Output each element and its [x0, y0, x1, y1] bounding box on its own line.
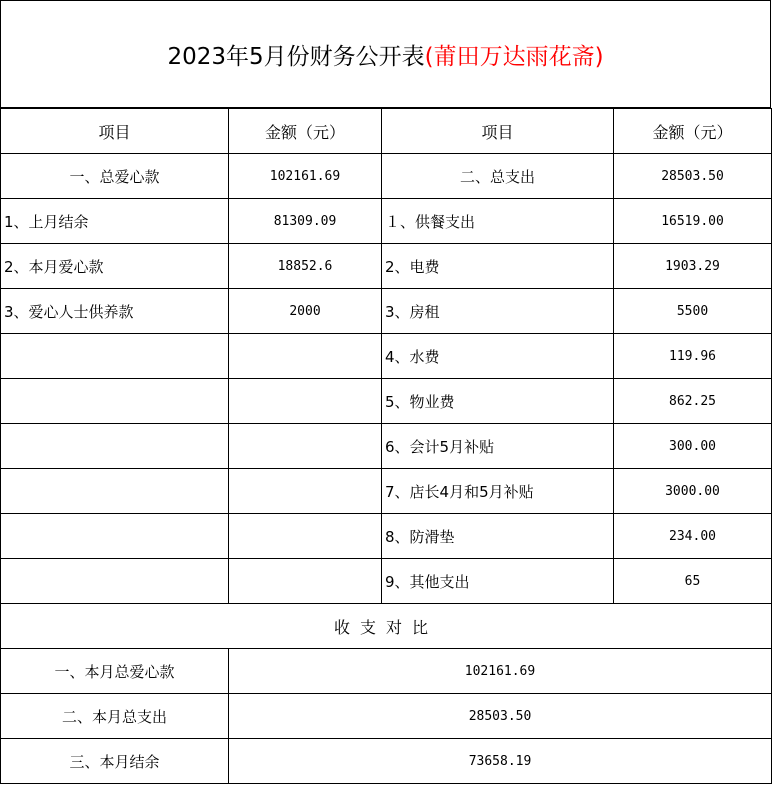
expense-item-label: 9、其他支出 — [382, 559, 614, 604]
header-item-left: 项目 — [1, 109, 229, 154]
income-item-label: 1、上月结余 — [1, 199, 229, 244]
total-expense-label: 二、总支出 — [382, 154, 614, 199]
comparison-value: 28503.50 — [229, 694, 772, 739]
table-row — [1, 424, 772, 469]
expense-item-value: 3000.00 — [614, 469, 772, 514]
expense-item-label: １、供餐支出 — [382, 199, 614, 244]
table-row — [1, 334, 772, 379]
empty-cell — [229, 559, 382, 604]
table-row — [1, 379, 772, 424]
empty-cell — [229, 334, 382, 379]
expense-item-value: 119.96 — [614, 334, 772, 379]
income-item-value: 2000 — [229, 289, 382, 334]
expense-item-value: 300.00 — [614, 424, 772, 469]
empty-cell — [229, 379, 382, 424]
comparison-title-row — [1, 604, 772, 649]
report-title-main: 2023年5月份财务公开表 — [167, 43, 425, 70]
empty-cell — [1, 379, 229, 424]
empty-cell — [1, 424, 229, 469]
expense-item-value: 5500 — [614, 289, 772, 334]
summary-row — [1, 154, 772, 199]
expense-item-label: 2、电费 — [382, 244, 614, 289]
expense-item-label: 6、会计5月补贴 — [382, 424, 614, 469]
finance-table — [0, 108, 772, 784]
header-item-right: 项目 — [382, 109, 614, 154]
empty-cell — [229, 514, 382, 559]
empty-cell — [229, 469, 382, 514]
empty-cell — [229, 424, 382, 469]
income-item-value: 81309.09 — [229, 199, 382, 244]
total-expense-value: 28503.50 — [614, 154, 772, 199]
income-item-value: 18852.6 — [229, 244, 382, 289]
expense-item-value: 1903.29 — [614, 244, 772, 289]
comparison-row — [1, 694, 772, 739]
expense-item-value: 16519.00 — [614, 199, 772, 244]
empty-cell — [1, 334, 229, 379]
income-item-label: 3、爱心人士供养款 — [1, 289, 229, 334]
empty-cell — [1, 559, 229, 604]
comparison-label: 二、本月总支出 — [1, 694, 229, 739]
header-amount-right: 金额（元） — [614, 109, 772, 154]
table-row — [1, 244, 772, 289]
table-row — [1, 199, 772, 244]
table-row — [1, 514, 772, 559]
comparison-value: 102161.69 — [229, 649, 772, 694]
total-income-label: 一、总爱心款 — [1, 154, 229, 199]
comparison-value: 73658.19 — [229, 739, 772, 784]
comparison-row — [1, 739, 772, 784]
report-title-org: (莆田万达雨花斋) — [424, 43, 604, 70]
table-row — [1, 289, 772, 334]
expense-item-label: 4、水费 — [382, 334, 614, 379]
expense-item-value: 862.25 — [614, 379, 772, 424]
table-row — [1, 559, 772, 604]
empty-cell — [1, 469, 229, 514]
comparison-row — [1, 649, 772, 694]
expense-item-value: 65 — [614, 559, 772, 604]
expense-item-label: 3、房租 — [382, 289, 614, 334]
header-row — [1, 109, 772, 154]
comparison-label: 一、本月总爱心款 — [1, 649, 229, 694]
comparison-title: 收支对比 — [1, 604, 772, 649]
report-title — [0, 0, 771, 108]
expense-item-label: 5、物业费 — [382, 379, 614, 424]
total-income-value: 102161.69 — [229, 154, 382, 199]
income-item-label: 2、本月爱心款 — [1, 244, 229, 289]
expense-item-label: 7、店长4月和5月补贴 — [382, 469, 614, 514]
comparison-label: 三、本月结余 — [1, 739, 229, 784]
expense-item-value: 234.00 — [614, 514, 772, 559]
header-amount-left: 金额（元） — [229, 109, 382, 154]
expense-item-label: 8、防滑垫 — [382, 514, 614, 559]
empty-cell — [1, 514, 229, 559]
table-row — [1, 469, 772, 514]
